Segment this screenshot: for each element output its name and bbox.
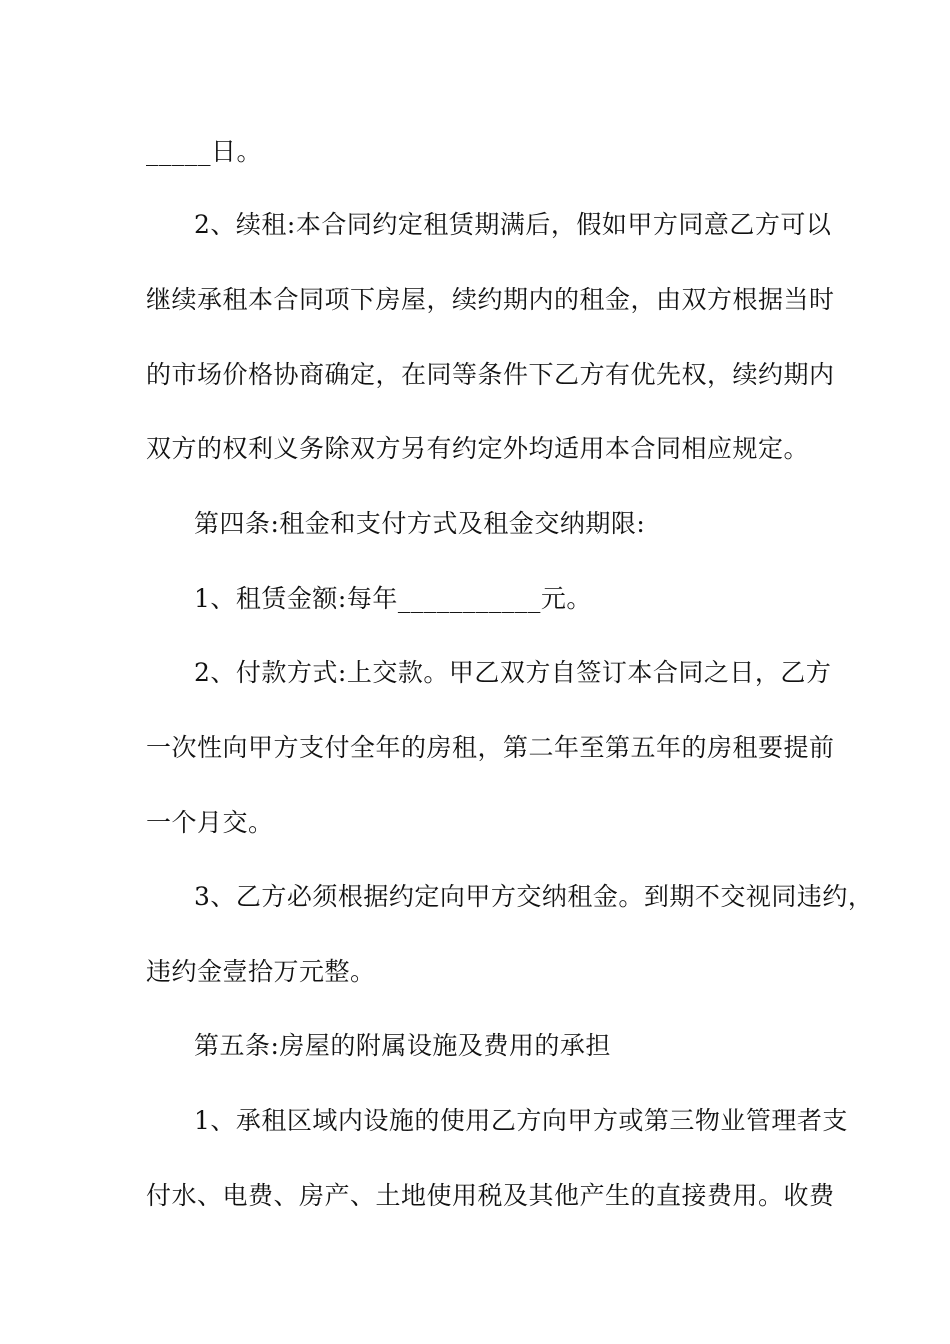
- paragraph-facilities-fees: 1、承租区域内设施的使用乙方向甲方或第三物业管理者支: [194, 1106, 848, 1135]
- text-line: 一次性向甲方支付全年的房租，第二年至第五年的房租要提前: [146, 733, 835, 762]
- text-line: 继续承租本合同项下房屋，续约期内的租金，由双方根据当时: [146, 285, 835, 314]
- text-line: 一个月交。: [146, 808, 274, 837]
- paragraph-rent-amount: 1、租赁金额:每年___________元。: [194, 584, 592, 613]
- article-4-heading: 第四条:租金和支付方式及租金交纳期限:: [194, 509, 646, 538]
- text-line: _____日。: [146, 137, 263, 166]
- paragraph-payment-method: 2、付款方式:上交款。甲乙双方自签订本合同之日，乙方: [194, 658, 832, 687]
- text-line: 双方的权利义务除双方另有约定外均适用本合同相应规定。: [146, 434, 810, 463]
- paragraph-late-payment: 3、乙方必须根据约定向甲方交纳租金。到期不交视同违约，: [194, 882, 874, 911]
- text-line: 违约金壹拾万元整。: [146, 957, 376, 986]
- article-5-heading: 第五条:房屋的附属设施及费用的承担: [194, 1031, 611, 1060]
- paragraph-renewal: 2、续租:本合同约定租赁期满后，假如甲方同意乙方可以: [194, 210, 832, 239]
- text-line: 付水、电费、房产、土地使用税及其他产生的直接费用。收费: [146, 1181, 835, 1210]
- text-line: 的市场价格协商确定，在同等条件下乙方有优先权，续约期内: [146, 360, 835, 389]
